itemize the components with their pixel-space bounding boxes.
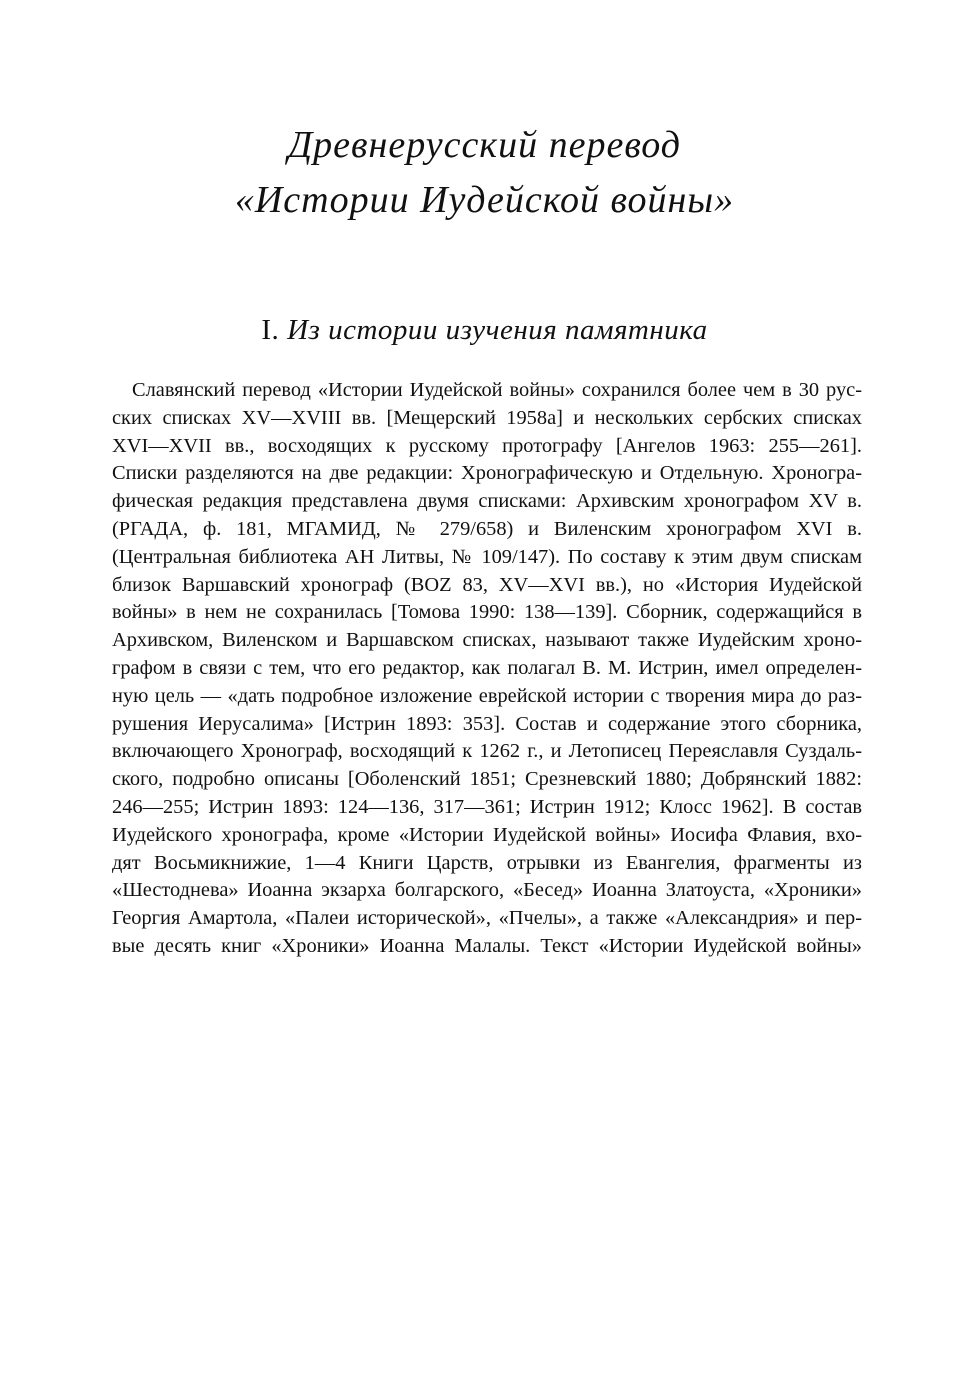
section-title: Из истории изучения памятника xyxy=(287,314,708,346)
chapter-title xyxy=(0,118,969,228)
paragraph-line: (Центральная библиотека АН Литвы, № 109/147). По составу к этим двум спискам xyxy=(112,545,862,568)
paragraph-line: XVI—XVII вв., восходящих к русскому протографу [Ангелов 1963: 255—261]. xyxy=(112,434,862,457)
paragraph-line: рушения Иерусалима» [Истрин 1893: 353]. Состав и содержание этого сборника, xyxy=(112,712,862,735)
paragraph-line: ских списках XV—XVIII вв. [Мещерский 1958а] и нескольких сербских списках xyxy=(112,406,862,429)
section-heading xyxy=(0,312,969,348)
body-paragraph xyxy=(112,377,862,961)
paragraph-line: войны» в нем не сохранилась [Томова 1990: 138—139]. Сборник, содержащийся в xyxy=(112,601,862,624)
chapter-title-line-2: «Истории Иудейской войны» xyxy=(234,179,735,221)
paragraph-line: (РГАДА, ф. 181, МГАМИД, № 279/658) и Виленским хронографом XVI в. xyxy=(112,517,862,540)
paragraph-line: дят Восьмикнижие, 1—4 Книги Царств, отрывки из Евангелия, фрагменты из xyxy=(112,851,862,874)
paragraph-line: Иудейского хронографа, кроме «Истории Иудейской войны» Иосифа Флавия, вхо- xyxy=(112,823,862,846)
paragraph-line: Списки разделяются на две редакции: Хронографическую и Отдельную. Хроногра- xyxy=(112,462,862,485)
paragraph-line: вые десять книг «Хроники» Иоанна Малалы. Текст «Истории Иудейской войны» xyxy=(112,934,862,957)
chapter-title-line-1: Древнерусский перевод xyxy=(287,124,682,166)
paragraph-line: ную цель — «дать подробное изложение еврейской истории с творения мира до раз- xyxy=(112,684,862,707)
paragraph-line: графом в связи с тем, что его редактор, как полагал В. М. Истрин, имел определен- xyxy=(112,656,862,679)
section-number: I. xyxy=(261,314,280,346)
paragraph-line: включающего Хронограф, восходящий к 1262 г., и Летописец Переяславля Суздаль- xyxy=(112,740,862,763)
paragraph-line: Георгия Амартола, «Палеи исторической», «Пчелы», а также «Александрия» и пер- xyxy=(112,907,862,930)
paragraph-line: «Шестоднева» Иоанна экзарха болгарского, «Бесед» Иоанна Златоуста, «Хроники» xyxy=(112,879,862,902)
paragraph-line: 246—255; Истрин 1893: 124—136, 317—361; Истрин 1912; Клосс 1962]. В состав xyxy=(112,795,862,818)
paragraph-line: близок Варшавский хронограф (BOZ 83, XV—XVI вв.), но «История Иудейской xyxy=(112,573,862,596)
paragraph-line: Славянский перевод «Истории Иудейской войны» сохранился более чем в 30 рус- xyxy=(132,379,862,401)
paragraph-line: ского, подробно описаны [Оболенский 1851; Срезневский 1880; Добрянский 1882: xyxy=(112,768,862,791)
paragraph-line: Архивском, Виленском и Варшавском списках, называют также Иудейским хроно- xyxy=(112,629,862,652)
paragraph-line: фическая редакция представлена двумя списками: Архивским хронографом XV в. xyxy=(112,490,862,513)
